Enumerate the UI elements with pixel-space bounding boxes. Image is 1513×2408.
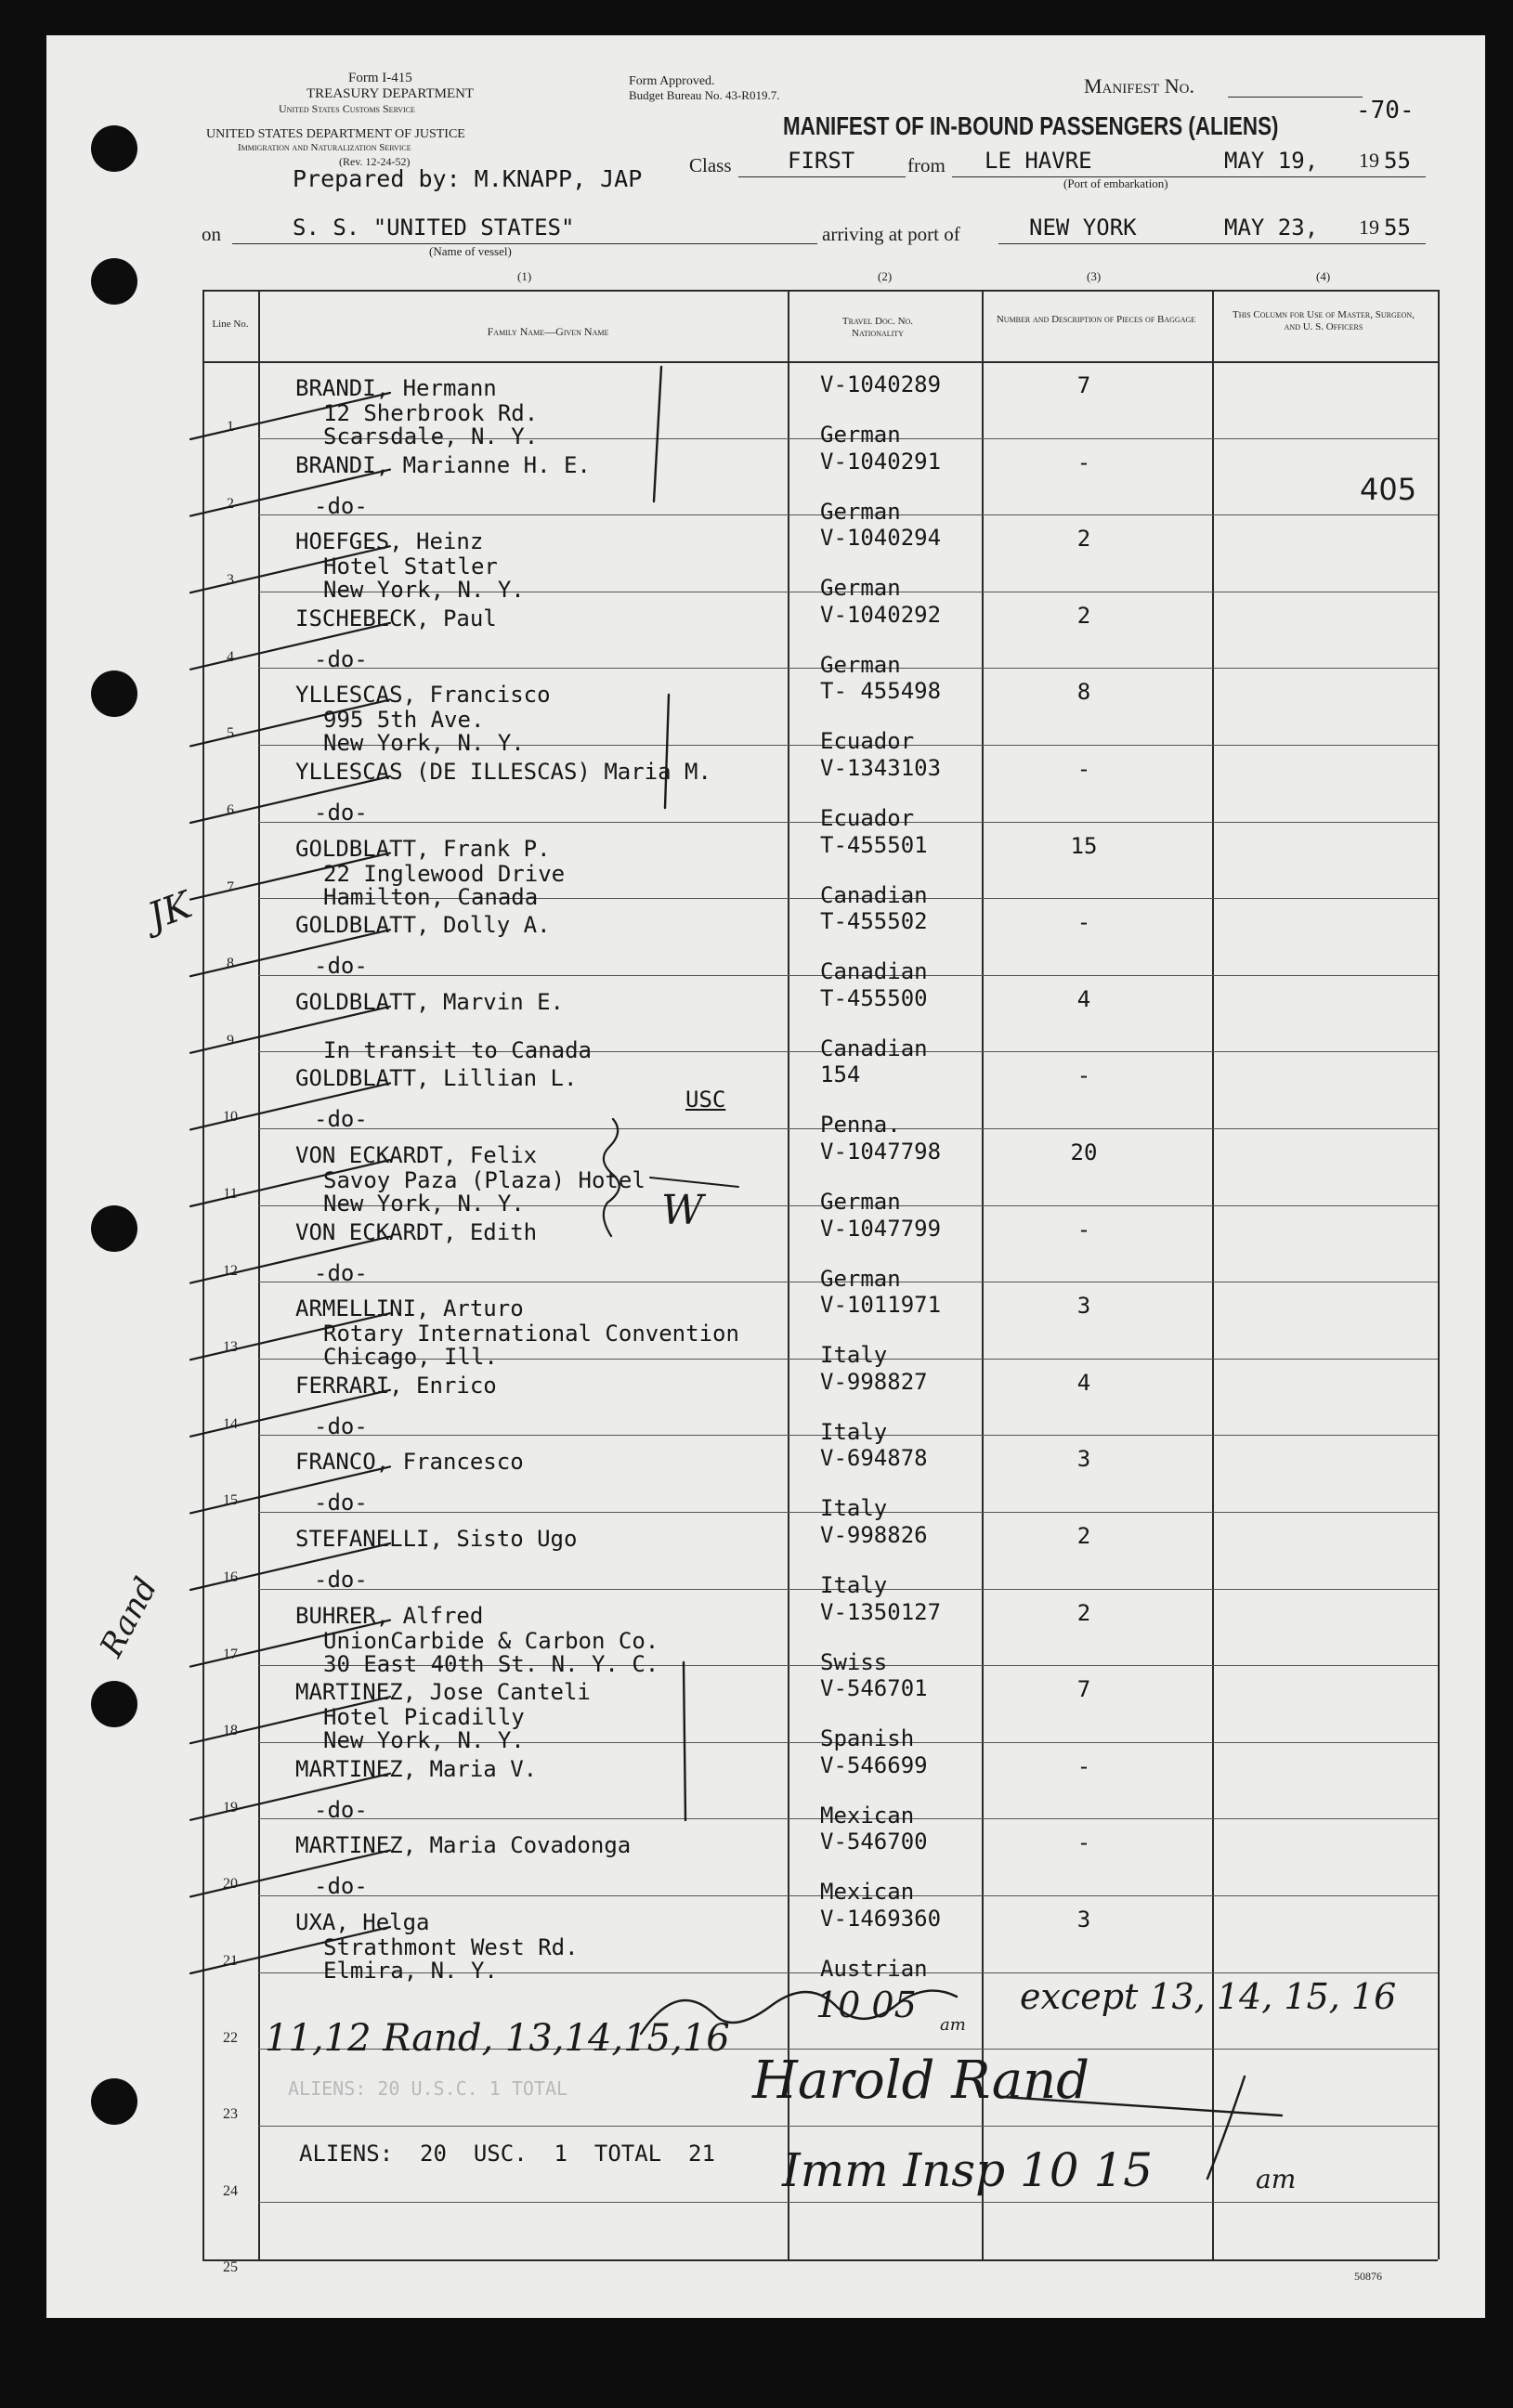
baggage-count: 3	[1076, 1293, 1091, 1320]
handwritten-bracket-w: W	[661, 1187, 704, 1234]
passenger-name: ARMELLINI, Arturo	[295, 1295, 524, 1322]
embarkation-date: MAY 19,	[1224, 148, 1319, 174]
travel-doc-number: V-1011971	[820, 1292, 942, 1319]
punch-hole	[91, 1681, 137, 1727]
ditto-mark: -do-	[314, 1490, 368, 1516]
passenger-name: YLLESCAS, Francisco	[295, 682, 551, 709]
nationality: Canadian	[820, 881, 928, 908]
baggage-count: -	[1076, 909, 1091, 936]
line-number: 2	[227, 495, 234, 512]
ditto-mark: -do-	[314, 1796, 368, 1823]
manifest-no-label: Manifest No.	[1084, 74, 1194, 98]
baggage-count: 4	[1076, 985, 1091, 1012]
baggage-count: -	[1076, 1829, 1091, 1856]
ditto-mark: -do-	[314, 1259, 368, 1286]
nationality: Spanish	[820, 1725, 915, 1752]
passenger-address: Savoy Paza (Plaza) Hotel	[323, 1167, 646, 1193]
baggage-count: -	[1076, 756, 1091, 782]
baggage-count: 2	[1076, 526, 1091, 553]
passenger-address: Hotel Picadilly	[323, 1704, 525, 1731]
passenger-address: New York, N. Y.	[323, 577, 525, 604]
column-divider	[1212, 290, 1214, 2259]
col3-number: (3)	[1087, 269, 1102, 283]
ditto-mark: -do-	[314, 1106, 368, 1133]
line-number: 24	[223, 2182, 238, 2199]
travel-doc-number: V-546700	[820, 1829, 928, 1855]
baggage-count: 8	[1076, 679, 1091, 706]
nationality: Italy	[820, 1495, 888, 1522]
column-divider	[202, 290, 204, 2259]
manifest-no-value: -70-	[1356, 97, 1415, 124]
vessel-name: S. S. "UNITED STATES"	[293, 215, 575, 241]
passenger-name: FRANCO, Francesco	[295, 1449, 524, 1476]
passenger-name: VON ECKARDT, Felix	[295, 1142, 538, 1168]
column-divider	[982, 290, 984, 2259]
line-number: 19	[223, 1799, 238, 1816]
baggage-count: -	[1076, 449, 1091, 475]
passenger-name: GOLDBLATT, Marvin E.	[295, 988, 564, 1015]
travel-doc-number: V-1343103	[820, 755, 942, 781]
ditto-mark: -do-	[314, 800, 368, 826]
immigration-service: Immigration and Naturalization Service	[238, 142, 411, 153]
line-number: 9	[227, 1032, 234, 1048]
arrival-date: MAY 23,	[1224, 215, 1319, 241]
nationality: German	[820, 575, 901, 602]
passenger-address: 12 Sherbrook Rd.	[323, 400, 539, 426]
line-no-header: Line No.	[212, 319, 249, 330]
line-number: 13	[223, 1339, 238, 1356]
baggage-count: 20	[1070, 1139, 1098, 1165]
arrival-year-prefix: 19	[1359, 215, 1379, 239]
travel-doc-number: V-694878	[820, 1445, 928, 1472]
arriving-label: arriving at port of	[822, 223, 960, 245]
travel-doc-number: V-1047798	[820, 1139, 942, 1165]
passenger-address: New York, N. Y.	[323, 1191, 525, 1217]
punch-hole	[91, 1205, 137, 1252]
embarkation-year-prefix: 19	[1359, 149, 1379, 172]
col2-number: (2)	[878, 269, 893, 283]
handwritten-time-1: 10 05	[815, 1985, 917, 2025]
nationality: Penna.	[820, 1112, 901, 1139]
ghost-totals: ALIENS: 20 U.S.C. 1 TOTAL	[288, 2077, 568, 2100]
passenger-name: GOLDBLATT, Frank P.	[295, 835, 551, 862]
travel-doc-number: V-1040291	[820, 448, 942, 475]
handwritten-margin-mark: JK	[142, 883, 198, 939]
line-number: 18	[223, 1723, 238, 1739]
baggage-count: -	[1076, 1752, 1091, 1779]
passenger-address: In transit to Canada	[323, 1036, 592, 1063]
officers-header: This Column for Use of Master, Surgeon, and U. S. Officers	[1233, 309, 1415, 332]
baggage-count: 2	[1076, 1599, 1091, 1626]
handwritten-rand-note: 11,12 Rand, 13,14,15,16	[265, 2017, 730, 2060]
nationality: Italy	[820, 1342, 888, 1369]
line-number: 1	[227, 419, 234, 435]
passenger-address: UnionCarbide & Carbon Co.	[323, 1627, 659, 1654]
form-approved: Form Approved.	[629, 74, 715, 88]
passenger-address: Hotel Statler	[323, 553, 498, 580]
nationality: German	[820, 422, 901, 448]
travel-doc-number: V-1040292	[820, 601, 942, 628]
travel-doc-number: T-455502	[820, 908, 928, 935]
line-number: 23	[223, 2106, 238, 2123]
passenger-name: BRANDI, Hermann	[295, 375, 497, 401]
passenger-name: MARTINEZ, Maria Covadonga	[295, 1832, 632, 1859]
passenger-address: 995 5th Ave.	[323, 707, 485, 734]
passenger-name: GOLDBLATT, Dolly A.	[295, 912, 551, 939]
passenger-name: MARTINEZ, Maria V.	[295, 1755, 538, 1782]
baggage-count: -	[1076, 1216, 1091, 1243]
nationality: Italy	[820, 1572, 888, 1598]
prepared-by: Prepared by: M.KNAPP, JAP	[293, 165, 643, 192]
passenger-name: ISCHEBECK, Paul	[295, 605, 497, 631]
vessel-underline	[232, 243, 817, 244]
line-number: 22	[223, 2029, 238, 2046]
ditto-mark: -do-	[314, 645, 368, 672]
nationality: Canadian	[820, 958, 928, 985]
baggage-count: 3	[1076, 1446, 1091, 1473]
ditto-mark: -do-	[314, 492, 368, 519]
baggage-count: -	[1076, 1062, 1091, 1089]
line-number: 7	[227, 879, 234, 895]
passenger-address: New York, N. Y.	[323, 730, 525, 757]
punch-hole	[91, 670, 137, 717]
nationality: Ecuador	[820, 805, 915, 831]
line-number: 6	[227, 802, 234, 818]
line-number: 5	[227, 725, 234, 742]
passenger-name: BRANDI, Marianne H. E.	[295, 451, 591, 478]
passenger-address: Strathmont West Rd.	[323, 1934, 579, 1960]
usc-mark: USC	[685, 1087, 726, 1113]
nationality: Italy	[820, 1418, 888, 1445]
col1-number: (1)	[517, 269, 532, 283]
passenger-name: BUHRER, Alfred	[295, 1602, 484, 1629]
nationality: Austrian	[820, 1956, 928, 1982]
baggage-count: 7	[1076, 372, 1091, 398]
handwritten-initials-suffix: am	[1256, 2164, 1297, 2194]
nationality: Mexican	[820, 1802, 915, 1829]
line-number: 8	[227, 956, 234, 972]
column-divider	[1438, 290, 1440, 2259]
family-name-header: Family Name—Given Name	[487, 325, 609, 338]
form-number: Form I-415	[348, 71, 412, 85]
baggage-count: 3	[1076, 1907, 1091, 1933]
line-number: 17	[223, 1646, 238, 1662]
class-underline	[738, 176, 906, 177]
nationality: Mexican	[820, 1879, 915, 1906]
travel-doc-number: 154	[820, 1061, 861, 1088]
line-number: 10	[223, 1109, 238, 1126]
arrival-port: NEW YORK	[1029, 215, 1137, 241]
handwritten-side-note: 405	[1360, 472, 1417, 507]
line-number: 25	[223, 2259, 238, 2276]
col4-number: (4)	[1316, 269, 1331, 283]
baggage-count: 2	[1076, 602, 1091, 629]
line-number: 20	[223, 1876, 238, 1893]
passenger-name: VON ECKARDT, Edith	[295, 1218, 538, 1245]
class-value: FIRST	[788, 148, 855, 174]
footer-code: 50876	[1354, 2270, 1382, 2283]
nationality: German	[820, 498, 901, 525]
handwritten-time-1-suffix: am	[940, 2015, 966, 2035]
travel-doc-number: V-1469360	[820, 1906, 942, 1932]
passenger-name: STEFANELLI, Sisto Ugo	[295, 1526, 578, 1552]
ditto-mark: -do-	[314, 1412, 368, 1439]
treasury-department: TREASURY DEPARTMENT	[307, 86, 475, 101]
ditto-mark: -do-	[314, 953, 368, 980]
line-number: 16	[223, 1569, 238, 1585]
passenger-name: HOEFGES, Heinz	[295, 528, 484, 555]
passenger-address: Rotary International Convention	[323, 1321, 739, 1347]
travel-doc-header: Travel Doc. No. Nationality	[841, 316, 914, 339]
table-top-border	[202, 290, 1438, 292]
travel-doc-number: V-998827	[820, 1368, 928, 1395]
vessel-label: (Name of vessel)	[429, 244, 512, 258]
line-number: 4	[227, 648, 234, 665]
nationality: Swiss	[820, 1648, 888, 1675]
passenger-address: 30 East 40th St. N. Y. C.	[323, 1650, 659, 1677]
ditto-mark: -do-	[314, 1873, 368, 1900]
column-divider	[258, 290, 260, 2259]
travel-doc-number: V-546699	[820, 1751, 928, 1778]
class-label: Class	[689, 154, 732, 176]
customs-service: United States Customs Service	[279, 102, 415, 115]
embarkation-year: 55	[1384, 148, 1411, 174]
handwritten-margin-rand: Rand	[93, 1571, 165, 1663]
travel-doc-number: V-546701	[820, 1675, 928, 1702]
nationality: German	[820, 1265, 901, 1292]
nationality: Canadian	[820, 1035, 928, 1061]
travel-doc-number: V-1040289	[820, 371, 942, 397]
embarkation-port: LE HAVRE	[985, 148, 1092, 174]
header-bottom-border	[202, 361, 1438, 363]
revision-date: (Rev. 12-24-52)	[339, 155, 411, 168]
travel-doc-number: V-998826	[820, 1522, 928, 1548]
handwritten-initials: Imm Insp 10 15	[782, 2143, 1154, 2197]
baggage-header: Number and Description of Pieces of Baggage	[996, 314, 1196, 325]
arrival-underline	[998, 243, 1426, 244]
travel-doc-number: T-455501	[820, 831, 928, 858]
passenger-address: Hamilton, Canada	[323, 883, 539, 910]
travel-doc-number: V-1350127	[820, 1598, 942, 1625]
travel-doc-number: T-455500	[820, 984, 928, 1011]
manifest-title: MANIFEST OF IN-BOUND PASSENGERS (ALIENS)	[783, 111, 1279, 140]
passenger-name: UXA, Helga	[295, 1909, 430, 1935]
table-bottom-border	[202, 2259, 1438, 2261]
nationality: Ecuador	[820, 728, 915, 755]
port-of-embarkation-label: (Port of embarkation)	[1063, 176, 1168, 190]
nationality: German	[820, 651, 901, 678]
passenger-address: Scarsdale, N. Y.	[323, 423, 539, 449]
handwritten-signature: Harold Rand	[752, 2050, 1090, 2111]
from-underline	[952, 176, 1426, 177]
line-number: 14	[223, 1415, 238, 1432]
baggage-count: 4	[1076, 1369, 1091, 1396]
passenger-address: Elmira, N. Y.	[323, 1958, 498, 1984]
row-divider	[258, 2202, 1438, 2203]
row-divider	[258, 2126, 1438, 2127]
on-label: on	[202, 223, 221, 245]
passenger-name: FERRARI, Enrico	[295, 1372, 497, 1399]
line-number: 3	[227, 572, 234, 589]
line-number: 12	[223, 1262, 238, 1279]
baggage-count: 7	[1076, 1676, 1091, 1703]
passenger-address: Chicago, Ill.	[323, 1344, 498, 1371]
passenger-address: 22 Inglewood Drive	[323, 860, 566, 887]
department-of-justice: UNITED STATES DEPARTMENT OF JUSTICE	[206, 127, 465, 141]
nationality: German	[820, 1189, 901, 1215]
from-label: from	[907, 154, 946, 176]
passenger-name: MARTINEZ, Jose Canteli	[295, 1679, 591, 1706]
baggage-count: 2	[1076, 1523, 1091, 1549]
punch-hole	[91, 125, 137, 172]
baggage-count: 15	[1070, 832, 1098, 859]
manifest-no-underline	[1228, 97, 1363, 98]
passenger-name: YLLESCAS (DE ILLESCAS) Maria M.	[295, 759, 711, 785]
handwritten-except: except 13, 14, 15, 16	[1020, 1976, 1397, 2017]
punch-hole	[91, 258, 137, 305]
travel-doc-number: V-1040294	[820, 525, 942, 552]
punch-hole	[91, 2078, 137, 2125]
line-number: 11	[223, 1186, 238, 1202]
passenger-address: New York, N. Y.	[323, 1727, 525, 1754]
arrival-year: 55	[1384, 215, 1411, 241]
travel-doc-number: T- 455498	[820, 678, 942, 705]
passenger-name: GOLDBLATT, Lillian L.	[295, 1065, 578, 1092]
totals-line: ALIENS: 20 USC. 1 TOTAL 21	[299, 2141, 715, 2167]
column-divider	[788, 290, 789, 2259]
budget-bureau: Budget Bureau No. 43-R019.7.	[629, 88, 780, 102]
ditto-mark: -do-	[314, 1567, 368, 1593]
line-number: 15	[223, 1492, 238, 1509]
line-number: 21	[223, 1953, 238, 1969]
travel-doc-number: V-1047799	[820, 1215, 942, 1242]
